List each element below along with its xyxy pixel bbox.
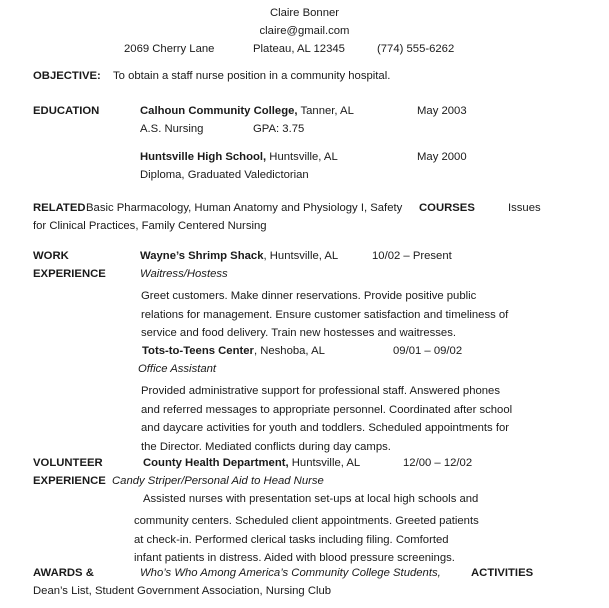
work-employer-location: , Huntsville, AL (263, 250, 339, 262)
education-school-location: Tanner, AL (297, 105, 354, 117)
education-degree: A.S. Nursing (140, 123, 204, 135)
education-label: EDUCATION (33, 105, 100, 117)
education-date: May 2003 (417, 105, 467, 117)
work-description-line: Greet customers. Make dinner reservations. Provide positive public (141, 290, 477, 302)
work-entry-employer (140, 251, 338, 262)
work-entry-description (141, 382, 512, 456)
work-description-line: relations for management. Ensure customer satisfaction and timeliness of (141, 308, 509, 321)
awards-italic-text: Who’s Who Among America’s Community College Students, (140, 567, 441, 579)
volunteer-description (134, 512, 479, 568)
work-entry-date: 09/01 – 09/02 (393, 345, 463, 357)
awards-label-start: AWARDS & (33, 567, 94, 579)
education-entry-school (140, 152, 338, 163)
work-description-line: service and food delivery. Train new hostesses and waitresses. (141, 327, 457, 340)
candidate-name: Claire Bonner (269, 7, 340, 19)
work-entry-date: 10/02 – Present (372, 250, 452, 262)
work-experience-label-line2: EXPERIENCE (33, 268, 106, 280)
related-courses-line1: Basic Pharmacology, Human Anatomy and Physiology I, Safety (86, 202, 403, 214)
education-entry-school (140, 106, 354, 117)
volunteer-organization-location: Huntsville, AL (288, 457, 361, 469)
education-degree: Diploma, Graduated Valedictorian (140, 169, 309, 181)
work-description-line: Provided administrative support for professional staff. Answered phones (141, 385, 500, 397)
work-employer-name: Tots-to-Teens Center (142, 345, 254, 357)
awards-line2: Dean’s List, Student Government Association, Nursing Club (33, 585, 332, 597)
volunteer-organization-name: County Health Department, (143, 457, 289, 469)
work-entry-employer (142, 346, 325, 357)
work-description-line: and referred messages to appropriate personnel. Coordinated after school (141, 403, 513, 416)
candidate-street: 2069 Cherry Lane (124, 43, 215, 55)
awards-label-end: ACTIVITIES (471, 567, 534, 579)
education-school-name: Huntsville High School, (140, 151, 267, 163)
volunteer-description-line: infant patients in distress. Aided with blood pressure screenings. (134, 552, 455, 565)
education-school-name: Calhoun Community College, (140, 105, 298, 117)
volunteer-description-line: community centers. Scheduled client appointments. Greeted patients (134, 515, 479, 527)
work-entry-title: Office Assistant (138, 363, 217, 375)
candidate-email: claire@gmail.com (259, 25, 350, 37)
work-employer-location: , Neshoba, AL (253, 345, 325, 357)
objective-text: To obtain a staff nurse position in a community hospital. (113, 70, 391, 82)
volunteer-title: Candy Striper/Personal Aid to Head Nurse (112, 475, 324, 487)
work-description-line: the Director. Mediated conflicts during day camps. (141, 440, 391, 453)
related-courses-line2: for Clinical Practices, Family Centered Nursing (33, 220, 267, 232)
related-courses-trailing: Issues (508, 202, 541, 214)
education-date: May 2000 (417, 151, 467, 163)
work-employer-name: Wayne’s Shrimp Shack (140, 250, 264, 262)
candidate-phone: (774) 555-6262 (377, 43, 455, 55)
volunteer-experience-label-line2: EXPERIENCE (33, 475, 106, 487)
objective-label: OBJECTIVE: (33, 70, 101, 82)
work-description-line: and daycare activities for youth and toddlers. Scheduled appointments for (141, 422, 509, 435)
candidate-city-state-zip: Plateau, AL 12345 (253, 43, 345, 55)
volunteer-description-line: at check-in. Performed clerical tasks including filing. Comforted (134, 533, 449, 546)
work-entry-title: Waitress/Hostess (140, 268, 228, 280)
related-courses-label-start: RELATED (33, 202, 86, 214)
volunteer-date: 12/00 – 12/02 (403, 457, 473, 469)
volunteer-description-line: Assisted nurses with presentation set-ups at local high schools and (143, 493, 479, 505)
volunteer-organization (143, 458, 360, 469)
volunteer-experience-label-line1: VOLUNTEER (33, 457, 103, 469)
education-gpa: GPA: 3.75 (253, 123, 305, 135)
work-entry-description (141, 287, 508, 343)
related-courses-label-end: COURSES (419, 202, 475, 214)
education-school-location: Huntsville, AL (266, 151, 338, 163)
work-experience-label-line1: WORK (33, 250, 69, 262)
